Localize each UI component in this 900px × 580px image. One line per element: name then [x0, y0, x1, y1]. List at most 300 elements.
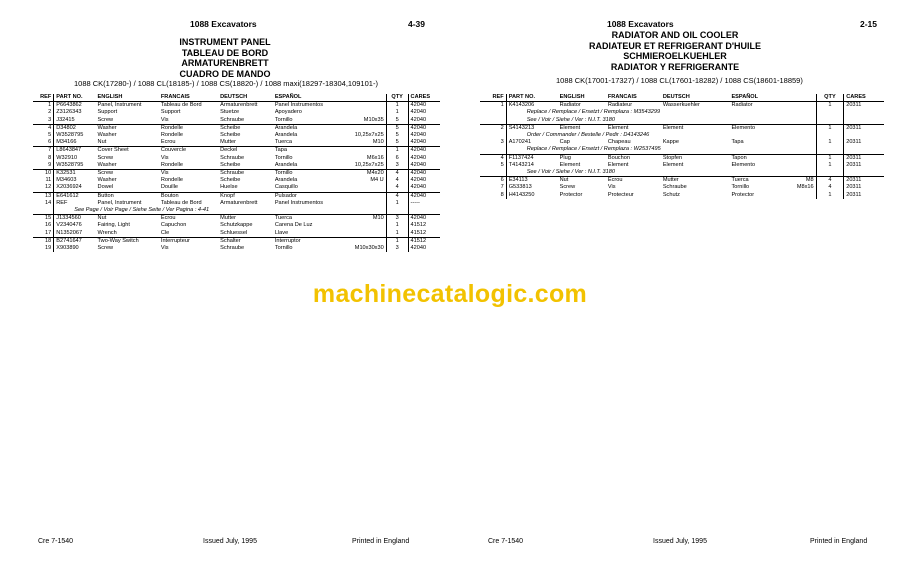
- cell-deutsch: Element: [662, 161, 684, 168]
- note-row: [480, 117, 884, 125]
- cell-note: Replace / Remplace / Ersetzt / Remplaza : M3543299: [526, 109, 661, 116]
- col-cares: CARES: [408, 94, 440, 102]
- cell-cares: 41512: [408, 237, 440, 245]
- cell-ref: 11: [33, 177, 54, 184]
- cell-part-no: Z3126343: [56, 109, 82, 116]
- cell-ref: 5: [33, 132, 54, 139]
- table-row: [33, 155, 440, 162]
- cell-cares: 42040: [410, 109, 427, 116]
- cell-qty: 4: [386, 177, 408, 184]
- cell-francais: Tableau de Bord: [160, 199, 202, 206]
- cell-ref: [480, 132, 506, 139]
- cell-francais: Vis: [159, 170, 218, 178]
- cell-part-no: N1352067: [56, 229, 83, 236]
- cell-deutsch: Armaturenbrett: [220, 199, 258, 206]
- cell-size: M4 U: [370, 177, 384, 184]
- cell-english: Washer: [97, 161, 117, 168]
- table-row: [33, 102, 440, 110]
- cell-qty: [816, 169, 844, 177]
- cell-qty: [816, 146, 844, 154]
- col-part-no: PART NO.: [506, 94, 557, 102]
- cell-qty: 4: [386, 170, 408, 178]
- footer-doc-code: Cre 7-1540: [38, 538, 74, 545]
- cell-english: Plug: [558, 154, 606, 162]
- cell-part-no: A170241: [508, 139, 532, 146]
- cell-qty: 5: [386, 132, 408, 139]
- footer-printed: Printed in England: [352, 538, 410, 545]
- parts-table: [33, 94, 440, 252]
- cell-deutsch: Mutter: [218, 215, 273, 223]
- cell-deutsch: Schraube: [662, 184, 687, 191]
- cell-francais: Bouchon: [606, 154, 661, 162]
- cell-espanol: Pulsador: [273, 192, 342, 200]
- cell-cares: 42040: [408, 192, 440, 200]
- col-ref: REF: [480, 94, 506, 102]
- cell-qty: [816, 109, 844, 116]
- cell-ref: [480, 117, 506, 125]
- parts-table-body: [33, 102, 440, 253]
- cell-ref: 3: [480, 139, 506, 146]
- cell-deutsch: Wasserkuehler: [661, 102, 730, 110]
- cell-francais: Ecrou: [160, 139, 176, 146]
- table-row: [480, 162, 884, 169]
- cell-part-no: B2741647: [54, 237, 96, 245]
- table-row: [480, 154, 884, 162]
- cell-cares: 20311: [844, 177, 884, 185]
- cell-deutsch: Schluessel: [220, 229, 248, 236]
- cell-part-no: K4143206: [506, 102, 557, 110]
- cell-part-no: J32415: [56, 116, 75, 123]
- cell-espanol: Panel Instrumentos: [273, 102, 342, 110]
- cell-cares: 42040: [408, 102, 440, 110]
- cell-cares: [844, 117, 884, 125]
- cell-size: [781, 139, 817, 146]
- cell-cares: 42040: [410, 184, 427, 191]
- cell-cares: 20311: [846, 184, 862, 191]
- cell-part-no: X903890: [56, 245, 79, 252]
- cell-deutsch: Scheibe: [220, 161, 241, 168]
- cell-english: Nut: [558, 177, 606, 185]
- cell-espanol: Protector: [731, 191, 755, 198]
- cell-qty: [386, 207, 408, 215]
- cell-english: Protector: [559, 191, 583, 198]
- cell-ref: 18: [33, 237, 54, 245]
- cell-qty: 1: [816, 162, 844, 169]
- table-row: [33, 109, 440, 116]
- cell-qty: 1: [386, 102, 408, 110]
- table-row: [33, 245, 440, 252]
- cell-deutsch: Stuetze: [220, 109, 240, 116]
- cell-ref: 13: [33, 192, 54, 200]
- cell-francais: Ecrou: [606, 177, 661, 185]
- cell-part-no: J1334560: [54, 215, 96, 223]
- cell-size: [342, 102, 386, 110]
- cell-cares: 20311: [846, 139, 862, 146]
- page-header-title: 1088 Excavators: [190, 19, 257, 29]
- cell-francais: Vis: [607, 184, 616, 191]
- cell-cares: 42040: [408, 124, 440, 132]
- table-row: [33, 215, 440, 223]
- cell-english: Fairing, Light: [97, 222, 130, 229]
- cell-deutsch: Knopf: [218, 192, 273, 200]
- cell-english: Nut: [96, 215, 159, 223]
- note-row: [33, 207, 440, 215]
- cell-part-no: E641612: [54, 192, 96, 200]
- cell-english: Screw: [559, 184, 576, 191]
- section-title: [0, 37, 450, 79]
- cell-size: 10,25x7x25: [354, 132, 384, 139]
- table-row: [33, 139, 440, 147]
- cell-english: Screw: [96, 170, 159, 178]
- note-row: [480, 132, 884, 139]
- cell-part-no: REF: [56, 199, 68, 206]
- cell-francais: Element: [606, 124, 661, 132]
- table-row: [33, 132, 440, 139]
- cell-cares: 42040: [410, 132, 427, 139]
- cell-qty: 5: [386, 139, 408, 147]
- cell-espanol: Tapa: [273, 147, 342, 155]
- cell-qty: 1: [386, 237, 408, 245]
- cell-size: [342, 147, 386, 155]
- cell-ref: 14: [33, 200, 54, 207]
- cell-ref: 4: [33, 124, 54, 132]
- cell-size: M4x20: [342, 170, 386, 178]
- cell-francais: Rondelle: [160, 132, 183, 139]
- cell-espanol: Interruptor: [273, 237, 342, 245]
- table-row: [33, 147, 440, 155]
- cell-francais: Douille: [160, 184, 178, 191]
- cell-francais: Radiateur: [606, 102, 661, 110]
- cell-deutsch: Scheibe: [220, 177, 241, 184]
- cell-note: Order / Commander / Bestelle / Pedir : D4143246: [526, 132, 650, 139]
- cell-ref: 12: [33, 184, 54, 192]
- cell-qty: 4: [386, 192, 408, 200]
- title-line-en: INSTRUMENT PANEL: [179, 37, 271, 47]
- col-size: [781, 94, 817, 102]
- title-line-de: ARMATURENBRETT: [181, 58, 269, 68]
- title-line-es: CUADRO DE MANDO: [179, 68, 271, 79]
- cell-cares: [844, 169, 884, 177]
- footer-doc-code: Cre 7-1540: [488, 538, 524, 545]
- table-row: [480, 102, 884, 110]
- cell-size: [342, 230, 386, 238]
- cell-english: Dowel: [97, 184, 114, 191]
- cell-deutsch: Stopfen: [661, 154, 730, 162]
- cell-english: Wrench: [97, 229, 117, 236]
- cell-cares: 42040: [410, 177, 427, 184]
- cell-deutsch: Schalter: [218, 237, 273, 245]
- cell-english: Two-Way Switch: [96, 237, 159, 245]
- cell-part-no: P6643862: [54, 102, 96, 110]
- cell-cares: 20311: [846, 161, 862, 168]
- cell-ref: [480, 146, 506, 154]
- cell-ref: 7: [480, 184, 506, 191]
- col-francais: FRANCAIS: [159, 94, 218, 102]
- title-line-en: RADIATOR AND OIL COOLER: [611, 30, 739, 40]
- note-row: [480, 169, 884, 177]
- note-row: [480, 109, 884, 116]
- cell-qty: 1: [816, 192, 844, 199]
- cell-qty: 4: [386, 184, 408, 192]
- cell-deutsch: Schutz: [662, 191, 680, 198]
- table-header-row: [480, 94, 884, 102]
- title-line-fr: TABLEAU DE BORD: [181, 47, 269, 58]
- cell-qty: 1: [386, 230, 408, 238]
- cell-english: Element: [559, 161, 581, 168]
- cell-deutsch: Element: [661, 124, 730, 132]
- watermark: machinecatalogic.com: [312, 280, 588, 308]
- cell-cares: 41512: [410, 229, 427, 236]
- cell-deutsch: Schraube: [220, 245, 245, 252]
- cell-part-no: M34166: [56, 139, 77, 146]
- cell-qty: 1: [816, 139, 844, 146]
- table-header-row: [33, 94, 440, 102]
- cell-francais: Rondelle: [160, 161, 183, 168]
- cell-ref: [480, 109, 506, 116]
- col-qty: QTY: [816, 94, 844, 102]
- cell-francais: Capuchon: [160, 222, 187, 229]
- cell-espanol: Llave: [274, 229, 289, 236]
- cell-ref: 10: [33, 170, 54, 178]
- table-row: [480, 192, 884, 199]
- cell-size: [342, 192, 386, 200]
- cell-ref: 16: [33, 222, 54, 229]
- title-line-de: SCHMIEROELKUEHLER: [623, 51, 727, 61]
- col-deutsch: DEUTSCH: [218, 94, 273, 102]
- cell-size: M6x16: [366, 154, 384, 161]
- cell-qty: [816, 132, 844, 139]
- cell-english: Washer: [97, 132, 117, 139]
- cell-english: Cap: [559, 139, 570, 146]
- model-applicability: 1088 CK(17001-17327) / 1088 CL(17601-18282) / 1088 CS(18601-18859): [556, 76, 803, 85]
- cell-size: [781, 124, 817, 132]
- cell-size: [342, 124, 386, 132]
- cell-note: See / Voir / Siehe / Ver : N.I.T. 3180: [526, 169, 615, 176]
- cell-espanol: Elemento: [729, 124, 780, 132]
- cell-size: M10x30x30: [354, 245, 384, 252]
- cell-espanol: Tapa: [731, 139, 744, 146]
- cell-part-no: X2036924: [56, 184, 82, 191]
- cell-deutsch: Huelse: [220, 184, 238, 191]
- cell-size: [342, 222, 386, 229]
- table-row: [33, 162, 440, 170]
- cell-ref: 2: [480, 124, 506, 132]
- table-row: [33, 124, 440, 132]
- cell-ref: 1: [33, 102, 54, 110]
- cell-cares: 42040: [410, 245, 427, 252]
- col-qty: QTY: [386, 94, 408, 102]
- cell-size: M10: [372, 139, 384, 146]
- cell-cares: 20311: [844, 154, 884, 162]
- cell-espanol: Arandela: [273, 124, 342, 132]
- cell-qty: 3: [386, 215, 408, 223]
- cell-espanol: Arandela: [274, 161, 298, 168]
- cell-ref: 6: [33, 139, 54, 147]
- cell-espanol: Tornillo: [274, 245, 293, 252]
- cell-note: Replace / Remplace / Ersetzt / Remplaza : W2537495: [526, 146, 661, 153]
- cell-qty: 3: [386, 245, 408, 252]
- cell-francais: Rondelle: [159, 124, 218, 132]
- cell-deutsch: Mutter: [661, 177, 730, 185]
- cell-qty: 4: [816, 184, 844, 191]
- cell-francais: Tableau de Bord: [159, 102, 218, 110]
- cell-part-no: V2340476: [56, 222, 82, 229]
- cell-francais: Ecrou: [159, 215, 218, 223]
- col-deutsch: DEUTSCH: [661, 94, 730, 102]
- cell-francais: Bouton: [159, 192, 218, 200]
- table-row: [33, 184, 440, 192]
- cell-ref: 8: [480, 192, 506, 199]
- table-row: [33, 230, 440, 238]
- cell-size: [342, 200, 386, 207]
- cell-cares: [844, 146, 884, 154]
- col-english: ENGLISH: [96, 94, 159, 102]
- cell-english: Panel, Instrument: [97, 199, 142, 206]
- cell-part-no: D34802: [54, 124, 96, 132]
- cell-ref: [480, 169, 506, 177]
- cell-english: Washer: [97, 177, 117, 184]
- parts-table: [480, 94, 884, 199]
- cell-qty: 6: [386, 155, 408, 162]
- cell-cares: -----: [410, 199, 420, 206]
- table-row: [33, 170, 440, 178]
- cell-part-no: F1137424: [506, 154, 557, 162]
- cell-part-no: G533813: [508, 184, 532, 191]
- cell-size: M8x16: [796, 184, 814, 191]
- cell-espanol: Tuerca: [274, 139, 293, 146]
- cell-english: Support: [97, 109, 118, 116]
- cell-francais: Vis: [160, 245, 169, 252]
- cell-size: [342, 109, 386, 116]
- cell-francais: Vis: [160, 116, 169, 123]
- cell-cares: [844, 132, 884, 139]
- cell-espanol: Tapon: [729, 154, 780, 162]
- cell-francais: Element: [607, 161, 629, 168]
- cell-espanol: Elemento: [731, 161, 756, 168]
- cell-cares: 42040: [408, 170, 440, 178]
- cell-espanol: Panel Instrumentos: [274, 199, 324, 206]
- cell-english: Screw: [97, 154, 114, 161]
- footer-printed: Printed in England: [810, 538, 868, 545]
- cell-cares: 42040: [408, 147, 440, 155]
- cell-size: M10: [342, 215, 386, 223]
- cell-deutsch: Schraube: [218, 170, 273, 178]
- cell-note: See / Voir / Siehe / Ver : N.I.T. 3180: [526, 116, 615, 123]
- cell-qty: 3: [386, 162, 408, 170]
- cell-espanol: Radiator: [729, 102, 780, 110]
- cell-part-no: W32910: [56, 154, 78, 161]
- cell-ref: 9: [33, 162, 54, 170]
- cell-english: Screw: [97, 245, 114, 252]
- cell-deutsch: Kappe: [662, 139, 679, 146]
- cell-cares: 20311: [844, 124, 884, 132]
- col-espanol: ESPAÑOL: [729, 94, 780, 102]
- col-part-no: PART NO.: [54, 94, 96, 102]
- col-size: [342, 94, 386, 102]
- footer-issued: Issued July, 1995: [203, 538, 257, 545]
- cell-size: 10,25x7x25: [354, 161, 384, 168]
- cell-francais: Interrupteur: [159, 237, 218, 245]
- cell-part-no: S4143213: [506, 124, 557, 132]
- cell-cares: 42040: [410, 139, 427, 146]
- col-english: ENGLISH: [558, 94, 606, 102]
- cell-ref: 15: [33, 215, 54, 223]
- title-line-es: RADIATOR Y REFRIGERANTE: [610, 61, 740, 72]
- table-row: [480, 177, 884, 185]
- col-cares: CARES: [844, 94, 884, 102]
- cell-espanol: Tuerca: [273, 215, 342, 223]
- cell-cares: 42040: [410, 154, 427, 161]
- cell-deutsch: Schutzkappe: [220, 222, 253, 229]
- cell-espanol: Apoyadero: [274, 109, 302, 116]
- cell-francais: Couvercle: [159, 147, 218, 155]
- cell-deutsch: Schraube: [220, 116, 245, 123]
- cell-part-no: K32531: [54, 170, 96, 178]
- cell-part-no: E34113: [506, 177, 557, 185]
- cell-qty: 5: [386, 117, 408, 125]
- cell-ref: 6: [480, 177, 506, 185]
- cell-qty: 1: [386, 147, 408, 155]
- cell-francais: Rondelle: [160, 177, 183, 184]
- cell-espanol: Tornillo: [273, 170, 342, 178]
- cell-cares: 42040: [408, 215, 440, 223]
- cell-qty: 1: [816, 102, 844, 110]
- cell-espanol: Tornillo: [731, 184, 750, 191]
- cell-ref: 4: [480, 154, 506, 162]
- table-row: [33, 192, 440, 200]
- cell-english: Button: [96, 192, 159, 200]
- cell-english: Cover Sheet: [96, 147, 159, 155]
- cell-qty: 5: [386, 124, 408, 132]
- parts-table-body: [480, 102, 884, 199]
- page-header-title: 1088 Excavators: [607, 19, 674, 29]
- cell-qty: 1: [386, 200, 408, 207]
- section-title: [450, 30, 900, 72]
- cell-espanol: Casquillo: [274, 184, 298, 191]
- cell-ref: 8: [33, 155, 54, 162]
- cell-ref: [33, 207, 54, 215]
- footer-issued: Issued July, 1995: [653, 538, 707, 545]
- cell-ref: 17: [33, 230, 54, 238]
- cell-deutsch: Scheibe: [220, 132, 241, 139]
- cell-cares: 42040: [410, 116, 427, 123]
- cell-size: [342, 237, 386, 245]
- cell-qty: 1: [816, 124, 844, 132]
- cell-cares: [844, 109, 884, 116]
- cell-espanol: Arandela: [274, 177, 298, 184]
- cell-size: M8: [781, 177, 817, 185]
- cell-english: Screw: [97, 116, 114, 123]
- cell-part-no: H4143250: [508, 191, 535, 198]
- table-row: [33, 177, 440, 184]
- cell-espanol: Tornillo: [274, 154, 293, 161]
- table-row: [480, 124, 884, 132]
- cell-espanol: Carena De Luz: [274, 222, 313, 229]
- table-row: [33, 117, 440, 125]
- cell-note: See Page / Voir Page / Siehe Seite / Ver Pagina : 4-41: [74, 207, 210, 214]
- cell-size: M10x35: [363, 116, 384, 123]
- cell-cares: [408, 207, 440, 215]
- page-number: 4-39: [408, 19, 426, 29]
- cell-part-no: W3528795: [56, 161, 84, 168]
- cell-size: [781, 102, 817, 110]
- cell-deutsch: Deckel: [218, 147, 273, 155]
- col-ref: REF: [33, 94, 54, 102]
- cell-francais: Support: [160, 109, 181, 116]
- cell-cares: 20311: [844, 102, 884, 110]
- cell-size: [781, 162, 817, 169]
- cell-qty: [816, 117, 844, 125]
